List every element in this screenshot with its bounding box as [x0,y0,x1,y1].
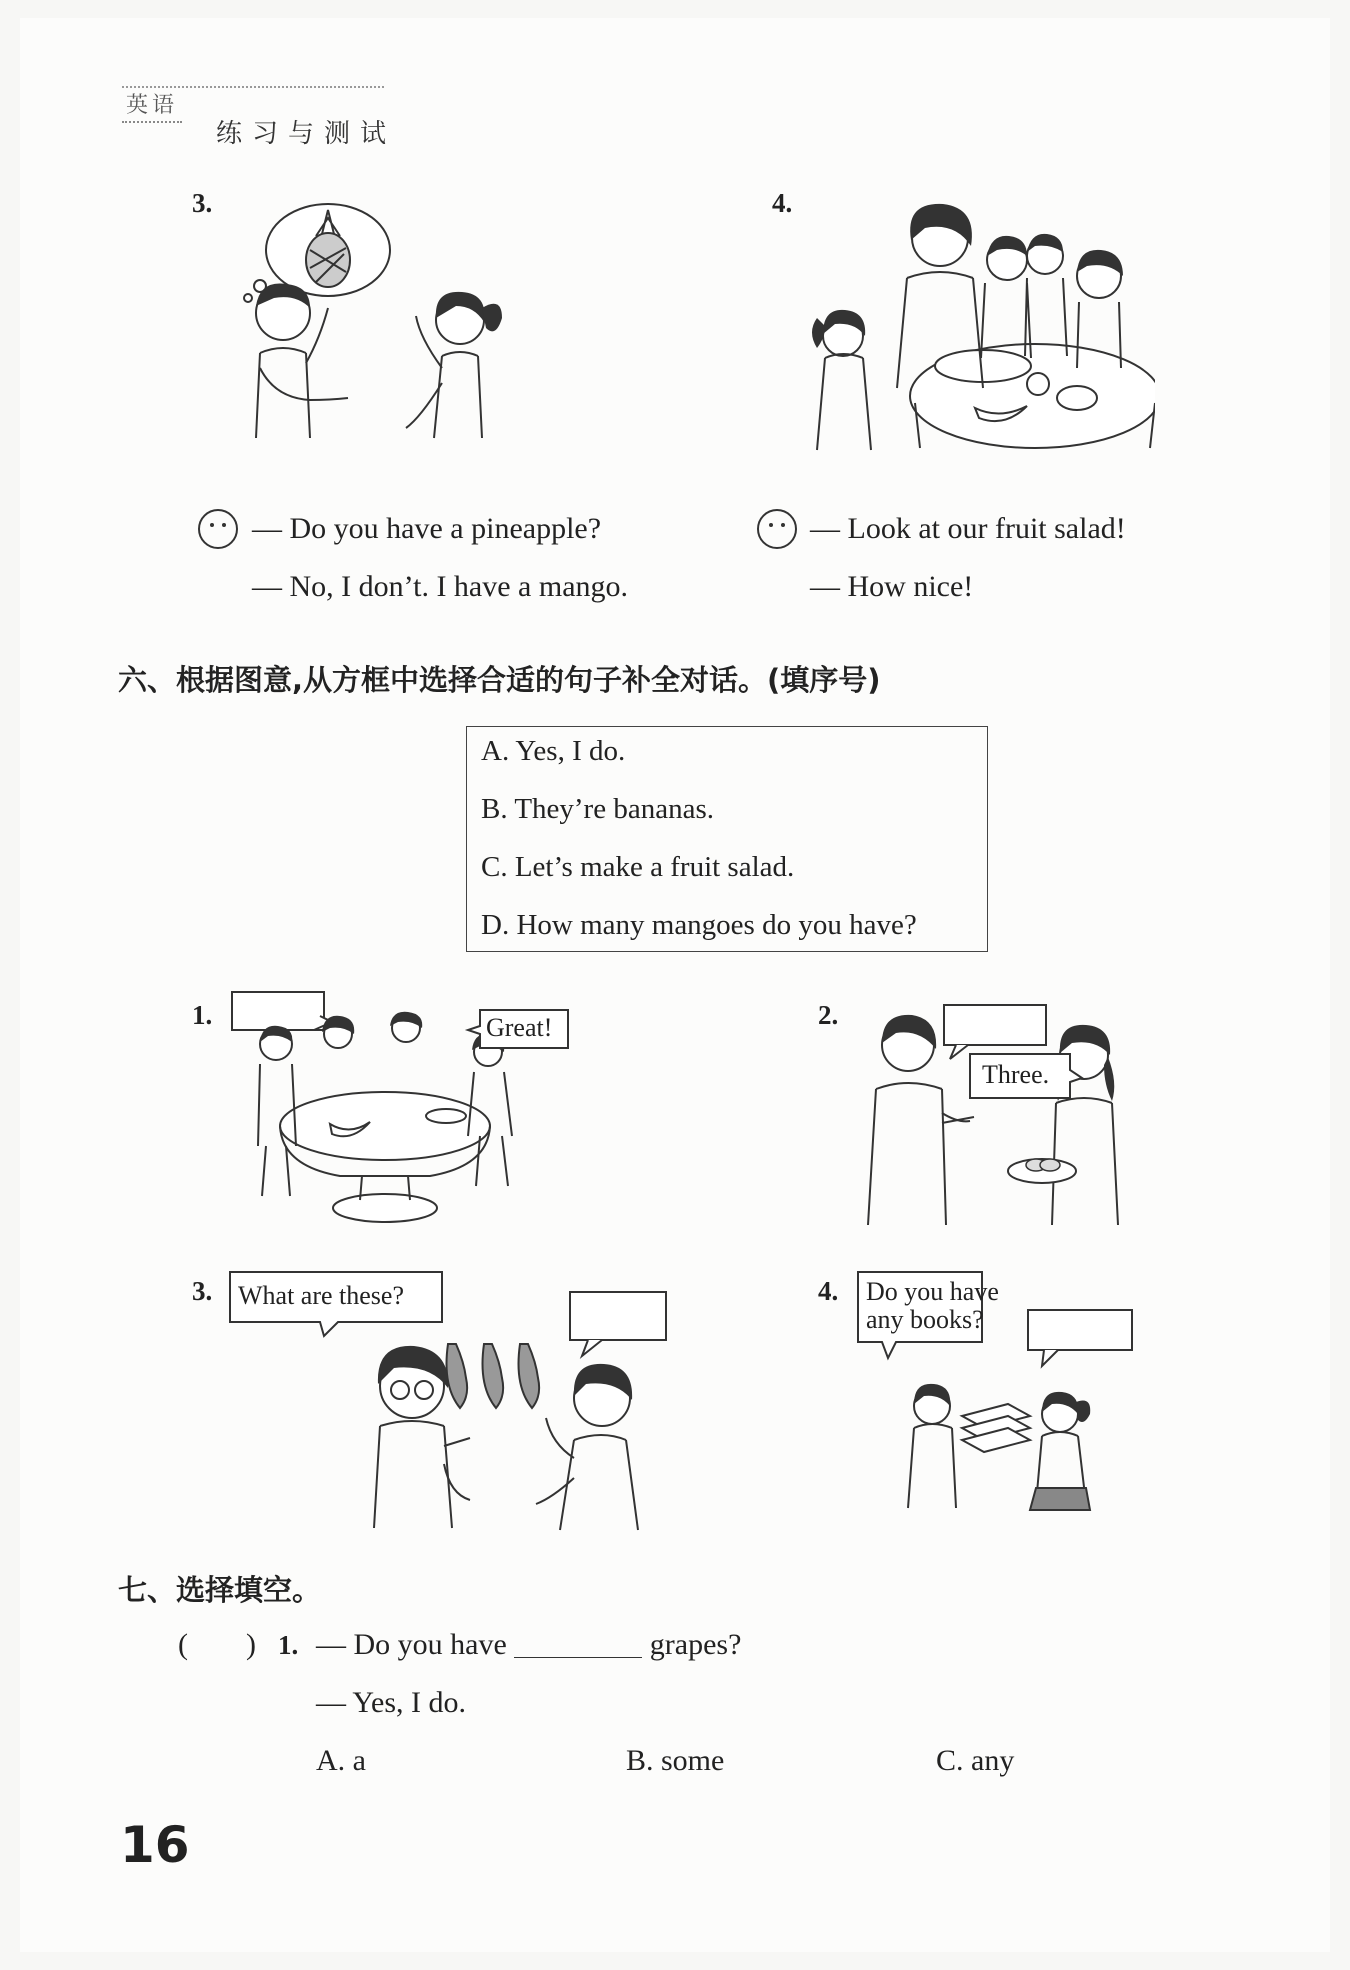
s6-item1-bubble-text: Great! [486,1013,553,1042]
s6-item4-bubble-line1: Do you have [866,1277,999,1306]
option-c: C. Let’s make a fruit salad. [481,851,795,883]
s6-item3-number: 3. [192,1276,213,1306]
page [20,18,1330,1952]
q1-paren-right[interactable]: ) [246,1628,256,1661]
q1-answer: — Yes, I do. [316,1686,467,1719]
header-title: 练习与测试 [216,119,397,149]
s5-item4-number: 4. [772,188,793,218]
s6-item2-illustration [846,993,1166,1233]
s5-item3-line1: — Do you have a pineapple? [252,512,602,545]
s5-item3-illustration [220,188,550,458]
section6-title: 六、根据图意,从方框中选择合适的句子补全对话。(填序号) [118,663,881,697]
q1-paren-left: ( [178,1628,188,1661]
page-number: 16 [120,1816,190,1874]
option-d: D. How many mangoes do you have? [481,909,917,941]
option-a: A. Yes, I do. [481,735,626,767]
s6-item2-bubble-text: Three. [982,1060,1050,1089]
q1-prompt-after: grapes? [649,1628,742,1661]
q1-choice-a[interactable]: A. a [316,1744,366,1777]
s6-item1-number: 1. [192,1000,213,1030]
s6-item3-illustration [320,1268,680,1538]
q1-choice-c[interactable]: C. any [936,1744,1015,1777]
option-b: B. They’re bananas. [481,793,714,825]
options-box [466,726,988,952]
q1-number: 1. [278,1630,299,1660]
s6-item3-bubble-text: What are these? [238,1281,405,1310]
s6-item2-number: 2. [818,1000,839,1030]
s6-item4-bubble-line2: any books? [866,1305,984,1334]
q1-choice-b[interactable]: B. some [626,1744,725,1777]
s5-item3-number: 3. [192,188,213,218]
smiley-icon [197,508,239,550]
q1-prompt-before: — Do you have [316,1628,507,1661]
s5-item4-line2: — How nice! [810,570,974,603]
q1-blank[interactable] [514,1630,642,1658]
s5-item3-line2: — No, I don’t. I have a mango. [252,570,629,603]
s6-item4-number: 4. [818,1276,839,1306]
smiley-icon [756,508,798,550]
s6-item4-illustration [880,1298,1140,1528]
section7-title: 七、选择填空。 [118,1573,322,1607]
s5-item4-illustration [795,188,1155,468]
q1-prompt [316,1628,741,1662]
s5-item4-line1: — Look at our fruit salad! [810,512,1126,545]
header-subject: 英语 [122,88,182,123]
